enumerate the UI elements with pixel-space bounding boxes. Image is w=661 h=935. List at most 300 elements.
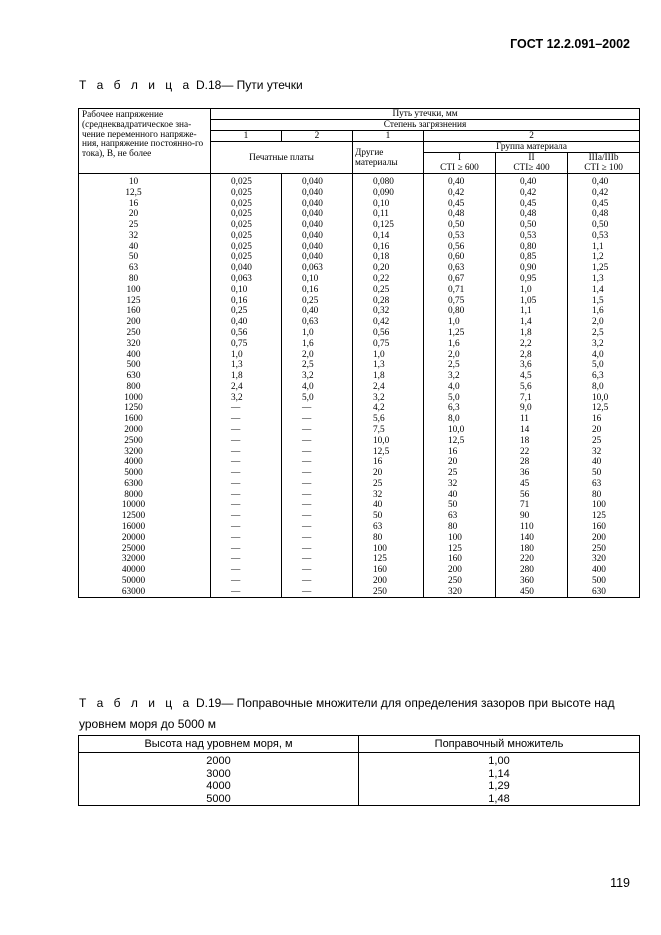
leakage-value-cell: 50	[424, 500, 496, 511]
leakage-value-cell: 180	[496, 544, 568, 555]
leakage-value-cell: 0,53	[496, 231, 568, 242]
table-row	[79, 371, 640, 382]
voltage-cell: 40	[79, 242, 211, 253]
voltage-cell: 32000	[79, 554, 211, 565]
leakage-value-cell: 1,3	[568, 274, 640, 285]
leakage-value-cell: —	[282, 576, 353, 587]
group-i-cti: CTI ≥ 600	[440, 163, 479, 173]
table-row	[79, 587, 640, 598]
leakage-value-cell: 0,040	[282, 188, 353, 199]
leakage-value-cell: 0,16	[211, 296, 282, 307]
table-row	[79, 220, 640, 231]
leakage-value-cell: 0,25	[282, 296, 353, 307]
leakage-value-cell: 32	[353, 490, 424, 501]
leakage-value-cell: —	[282, 490, 353, 501]
leakage-value-cell: 0,11	[353, 209, 424, 220]
leakage-value-cell: 80	[424, 522, 496, 533]
leakage-value-cell: 1,8	[353, 371, 424, 382]
voltage-cell: 320	[79, 339, 211, 350]
leakage-value-cell: 160	[353, 565, 424, 576]
leakage-value-cell: 22	[496, 447, 568, 458]
leakage-value-cell: 2,0	[568, 317, 640, 328]
leakage-value-cell: 5,0	[568, 360, 640, 371]
altitude-cell: 4000	[79, 780, 359, 793]
group-ii-cti: CTI≥ 400	[513, 163, 550, 173]
leakage-value-cell: 0,42	[353, 317, 424, 328]
leakage-value-cell: 140	[496, 533, 568, 544]
table-row	[79, 296, 640, 307]
leakage-value-cell: 1,8	[211, 371, 282, 382]
leakage-value-cell: 0,10	[211, 285, 282, 296]
leakage-value-cell: 0,45	[568, 199, 640, 210]
leakage-value-cell: 14	[496, 425, 568, 436]
leakage-value-cell: 2,4	[211, 382, 282, 393]
pollution-1-other: 1	[353, 131, 424, 142]
leakage-value-cell: 250	[568, 544, 640, 555]
leakage-value-cell: 0,42	[424, 188, 496, 199]
document-header: ГОСТ 12.2.091–2002	[510, 37, 630, 51]
leakage-value-cell: 16	[568, 414, 640, 425]
leakage-value-cell: —	[211, 479, 282, 490]
voltage-cell: 10000	[79, 500, 211, 511]
leakage-value-cell: —	[282, 436, 353, 447]
voltage-cell: 400	[79, 350, 211, 361]
correction-factor-header: Поправочный множитель	[359, 736, 640, 753]
voltage-cell: 50000	[79, 576, 211, 587]
leakage-value-cell: 18	[496, 436, 568, 447]
leakage-value-cell: 25	[353, 479, 424, 490]
other-materials-header: Другие материалы	[353, 142, 424, 174]
voltage-cell: 50	[79, 252, 211, 263]
table-row	[79, 414, 640, 425]
leakage-value-cell: 0,25	[353, 285, 424, 296]
leakage-value-cell: 1,1	[568, 242, 640, 253]
leakage-value-cell: 25	[424, 468, 496, 479]
voltage-cell: 32	[79, 231, 211, 242]
leakage-value-cell: —	[282, 468, 353, 479]
leakage-value-cell: 40	[568, 457, 640, 468]
leakage-value-cell: 0,040	[211, 263, 282, 274]
leakage-value-cell: 32	[424, 479, 496, 490]
leakage-value-cell: —	[282, 511, 353, 522]
leakage-value-cell: 0,22	[353, 274, 424, 285]
leakage-value-cell: 0,75	[424, 296, 496, 307]
leakage-value-cell: 0,50	[568, 220, 640, 231]
leakage-value-cell: 2,5	[568, 328, 640, 339]
leakage-value-cell: —	[282, 403, 353, 414]
leakage-value-cell: 12,5	[568, 403, 640, 414]
voltage-cell: 800	[79, 382, 211, 393]
table-row	[79, 209, 640, 220]
leakage-value-cell: 63	[568, 479, 640, 490]
leakage-value-cell: 0,63	[424, 263, 496, 274]
leakage-value-cell: 0,71	[424, 285, 496, 296]
leakage-value-cell: 100	[424, 533, 496, 544]
leakage-value-cell: 0,025	[211, 188, 282, 199]
material-group-header: Группа материала	[424, 142, 640, 153]
voltage-cell: 12,5	[79, 188, 211, 199]
table-row	[79, 479, 640, 490]
leakage-value-cell: 36	[496, 468, 568, 479]
leakage-value-cell: 160	[424, 554, 496, 565]
leakage-value-cell: 160	[568, 522, 640, 533]
pcb-header: Печатные платы	[211, 142, 353, 174]
leakage-value-cell: 280	[496, 565, 568, 576]
group-iii-cti: CTI ≥ 100	[584, 163, 623, 173]
leakage-value-cell: —	[282, 447, 353, 458]
leakage-value-cell: 0,40	[568, 174, 640, 188]
leakage-value-cell: 0,040	[282, 220, 353, 231]
leakage-value-cell: —	[282, 544, 353, 555]
leakage-value-cell: —	[211, 544, 282, 555]
table-d18	[78, 108, 640, 598]
voltage-cell: 1600	[79, 414, 211, 425]
voltage-cell: 2000	[79, 425, 211, 436]
table-row	[79, 306, 640, 317]
voltage-cell: 630	[79, 371, 211, 382]
leakage-value-cell: 125	[424, 544, 496, 555]
leakage-value-cell: 200	[568, 533, 640, 544]
leakage-value-cell: 0,60	[424, 252, 496, 263]
leakage-value-cell: 90	[496, 511, 568, 522]
voltage-cell: 500	[79, 360, 211, 371]
table-row	[79, 565, 640, 576]
leakage-value-cell: 0,14	[353, 231, 424, 242]
caption-text: — Пути утечки	[221, 78, 303, 92]
voltage-cell: 40000	[79, 565, 211, 576]
leakage-value-cell: 3,2	[211, 393, 282, 404]
table-d18-caption	[79, 78, 303, 92]
table-row	[79, 263, 640, 274]
leakage-value-cell: 0,025	[211, 174, 282, 188]
caption-label: Т а б л и ц а	[79, 696, 193, 710]
leakage-value-cell: 2,0	[424, 350, 496, 361]
leakage-value-cell: 1,6	[282, 339, 353, 350]
table-row	[79, 231, 640, 242]
voltage-cell: 1250	[79, 403, 211, 414]
voltage-cell: 63	[79, 263, 211, 274]
leakage-value-cell: 80	[568, 490, 640, 501]
leakage-value-cell: 7,5	[353, 425, 424, 436]
leakage-value-cell: 0,40	[424, 174, 496, 188]
caption-label: Т а б л и ц а	[79, 78, 193, 92]
leakage-value-cell: 0,53	[568, 231, 640, 242]
leakage-value-cell: 100	[353, 544, 424, 555]
leakage-value-cell: 630	[568, 587, 640, 598]
leakage-value-cell: 2,5	[282, 360, 353, 371]
group-i-label: I	[457, 153, 462, 163]
leakage-value-cell: 9,0	[496, 403, 568, 414]
leakage-value-cell: 360	[496, 576, 568, 587]
table-row	[79, 328, 640, 339]
leakage-value-cell: 1,6	[424, 339, 496, 350]
leakage-value-cell: 50	[568, 468, 640, 479]
leakage-value-cell: 0,63	[282, 317, 353, 328]
leakage-value-cell: 20	[353, 468, 424, 479]
leakage-value-cell: 200	[353, 576, 424, 587]
leakage-value-cell: 0,56	[211, 328, 282, 339]
leakage-value-cell: 0,10	[282, 274, 353, 285]
leakage-value-cell: —	[211, 490, 282, 501]
leakage-value-cell: 0,040	[282, 199, 353, 210]
table-row	[79, 425, 640, 436]
leakage-value-cell: 0,48	[424, 209, 496, 220]
leakage-value-cell: 450	[496, 587, 568, 598]
pollution-2-pcb: 2	[282, 131, 353, 142]
leakage-value-cell: 0,025	[211, 242, 282, 253]
leakage-value-cell: —	[282, 522, 353, 533]
leakage-value-cell: —	[211, 447, 282, 458]
group-iii-label: IIIa/IIIb	[588, 153, 619, 163]
leakage-value-cell: 1,0	[211, 350, 282, 361]
leakage-value-cell: 0,48	[568, 209, 640, 220]
caption-id: D.19	[195, 696, 222, 710]
leakage-value-cell: 0,16	[282, 285, 353, 296]
group-i-header	[424, 153, 496, 174]
leakage-value-cell: 40	[424, 490, 496, 501]
leakage-value-cell: 8,0	[424, 414, 496, 425]
leakage-value-cell: 0,040	[282, 252, 353, 263]
leakage-value-cell: 0,063	[282, 263, 353, 274]
leakage-value-cell: 0,40	[211, 317, 282, 328]
leakage-value-cell: 1,8	[496, 328, 568, 339]
table-row	[79, 457, 640, 468]
table-row	[79, 511, 640, 522]
voltage-cell: 250	[79, 328, 211, 339]
leakage-value-cell: 250	[353, 587, 424, 598]
voltage-cell: 12500	[79, 511, 211, 522]
pollution-2-other: 2	[424, 131, 640, 142]
voltage-cell: 63000	[79, 587, 211, 598]
voltage-cell: 10	[79, 174, 211, 188]
leakage-value-cell: 32	[568, 447, 640, 458]
leakage-path-header: Путь утечки, мм	[211, 109, 640, 120]
leakage-value-cell: 0,80	[496, 242, 568, 253]
leakage-value-cell: 4,0	[424, 382, 496, 393]
leakage-value-cell: 7,1	[496, 393, 568, 404]
leakage-value-cell: 1,25	[424, 328, 496, 339]
leakage-value-cell: 1,0	[353, 350, 424, 361]
leakage-value-cell: 2,4	[353, 382, 424, 393]
leakage-value-cell: 63	[353, 522, 424, 533]
table-row	[79, 522, 640, 533]
leakage-value-cell: 0,85	[496, 252, 568, 263]
correction-factor-cell: 1,48	[359, 793, 640, 806]
leakage-value-cell: 12,5	[353, 447, 424, 458]
voltage-cell: 125	[79, 296, 211, 307]
leakage-value-cell: 1,3	[211, 360, 282, 371]
leakage-value-cell: 0,67	[424, 274, 496, 285]
leakage-value-cell: 0,75	[211, 339, 282, 350]
leakage-value-cell: 0,95	[496, 274, 568, 285]
leakage-value-cell: 125	[353, 554, 424, 565]
page-number: 119	[610, 876, 630, 890]
leakage-value-cell: 1,0	[496, 285, 568, 296]
leakage-value-cell: 0,56	[424, 242, 496, 253]
leakage-value-cell: —	[282, 414, 353, 425]
group-ii-label: II	[528, 153, 535, 163]
voltage-cell: 8000	[79, 490, 211, 501]
leakage-value-cell: 0,025	[211, 199, 282, 210]
leakage-value-cell: 0,040	[282, 231, 353, 242]
leakage-value-cell: —	[211, 587, 282, 598]
leakage-value-cell: 0,025	[211, 252, 282, 263]
voltage-cell: 20000	[79, 533, 211, 544]
leakage-value-cell: 2,5	[424, 360, 496, 371]
leakage-value-cell: 0,90	[496, 263, 568, 274]
altitude-header: Высота над уровнем моря, м	[79, 736, 359, 753]
leakage-value-cell: 11	[496, 414, 568, 425]
leakage-value-cell: 1,5	[568, 296, 640, 307]
leakage-value-cell: 1,05	[496, 296, 568, 307]
table-row	[79, 242, 640, 253]
caption-text: — Поправочные множители для определения зазоров при высоте над уровнем моря до 5000 м	[79, 696, 615, 731]
leakage-value-cell: 56	[496, 490, 568, 501]
leakage-value-cell: 0,42	[496, 188, 568, 199]
leakage-value-cell: —	[282, 565, 353, 576]
table-row	[79, 768, 640, 781]
table-row	[79, 793, 640, 806]
leakage-value-cell: —	[282, 425, 353, 436]
altitude-cell: 5000	[79, 793, 359, 806]
table-row	[79, 403, 640, 414]
leakage-value-cell: 10,0	[424, 425, 496, 436]
leakage-value-cell: 3,2	[424, 371, 496, 382]
leakage-value-cell: 4,0	[568, 350, 640, 361]
leakage-value-cell: 220	[496, 554, 568, 565]
leakage-value-cell: 8,0	[568, 382, 640, 393]
caption-id: D.18	[195, 78, 222, 92]
table-row	[79, 436, 640, 447]
voltage-cell: 200	[79, 317, 211, 328]
table-row	[79, 554, 640, 565]
leakage-value-cell: 0,025	[211, 209, 282, 220]
leakage-value-cell: 20	[424, 457, 496, 468]
leakage-value-cell: 12,5	[424, 436, 496, 447]
leakage-value-cell: 6,3	[568, 371, 640, 382]
altitude-cell: 2000	[79, 753, 359, 768]
leakage-value-cell: 0,025	[211, 231, 282, 242]
leakage-value-cell: 4,5	[496, 371, 568, 382]
table-row	[79, 339, 640, 350]
leakage-value-cell: 5,6	[353, 414, 424, 425]
leakage-value-cell: 1,2	[568, 252, 640, 263]
leakage-value-cell: 0,50	[424, 220, 496, 231]
table-row	[79, 350, 640, 361]
correction-factor-cell: 1,29	[359, 780, 640, 793]
leakage-value-cell: 0,48	[496, 209, 568, 220]
leakage-value-cell: 0,16	[353, 242, 424, 253]
leakage-value-cell: —	[211, 576, 282, 587]
leakage-value-cell: 71	[496, 500, 568, 511]
voltage-cell: 5000	[79, 468, 211, 479]
leakage-value-cell: 16	[424, 447, 496, 458]
leakage-value-cell: 0,080	[353, 174, 424, 188]
leakage-value-cell: 0,18	[353, 252, 424, 263]
leakage-value-cell: 0,45	[496, 199, 568, 210]
leakage-value-cell: 10,0	[568, 393, 640, 404]
leakage-value-cell: 1,1	[496, 306, 568, 317]
leakage-value-cell: 0,040	[282, 209, 353, 220]
leakage-value-cell: 0,090	[353, 188, 424, 199]
voltage-cell: 100	[79, 285, 211, 296]
leakage-value-cell: 45	[496, 479, 568, 490]
table-row	[79, 780, 640, 793]
table-row	[79, 544, 640, 555]
leakage-value-cell: —	[211, 511, 282, 522]
table-row	[79, 382, 640, 393]
leakage-value-cell: 25	[568, 436, 640, 447]
leakage-value-cell: 80	[353, 533, 424, 544]
table-row	[79, 174, 640, 188]
leakage-value-cell: 0,56	[353, 328, 424, 339]
table-row	[79, 576, 640, 587]
pollution-1-pcb: 1	[211, 131, 282, 142]
leakage-value-cell: 40	[353, 500, 424, 511]
table-row	[79, 360, 640, 371]
leakage-value-cell: 320	[424, 587, 496, 598]
voltage-cell: 4000	[79, 457, 211, 468]
correction-factor-cell: 1,14	[359, 768, 640, 781]
table-row	[79, 317, 640, 328]
leakage-value-cell: 0,040	[282, 174, 353, 188]
group-ii-header	[496, 153, 568, 174]
voltage-cell: 16000	[79, 522, 211, 533]
leakage-value-cell: 110	[496, 522, 568, 533]
leakage-value-cell: 0,28	[353, 296, 424, 307]
table-d19-caption	[79, 693, 639, 735]
leakage-value-cell: 1,4	[496, 317, 568, 328]
leakage-value-cell: —	[211, 500, 282, 511]
leakage-value-cell: 2,2	[496, 339, 568, 350]
voltage-cell: 16	[79, 199, 211, 210]
leakage-value-cell: —	[282, 587, 353, 598]
leakage-value-cell: 0,063	[211, 274, 282, 285]
leakage-value-cell: 20	[568, 425, 640, 436]
leakage-value-cell: 3,2	[568, 339, 640, 350]
leakage-value-cell: 16	[353, 457, 424, 468]
table-d18-body	[79, 174, 640, 598]
leakage-value-cell: 4,0	[282, 382, 353, 393]
leakage-value-cell: 0,025	[211, 220, 282, 231]
voltage-cell: 3200	[79, 447, 211, 458]
leakage-value-cell: 250	[424, 576, 496, 587]
leakage-value-cell: 0,25	[211, 306, 282, 317]
table-d19-body	[79, 753, 640, 806]
voltage-cell: 2500	[79, 436, 211, 447]
table-row	[79, 447, 640, 458]
table-row	[79, 285, 640, 296]
voltage-cell: 80	[79, 274, 211, 285]
voltage-cell: 6300	[79, 479, 211, 490]
leakage-value-cell: —	[211, 436, 282, 447]
leakage-value-cell: 1,25	[568, 263, 640, 274]
voltage-cell: 160	[79, 306, 211, 317]
leakage-value-cell: 1,0	[424, 317, 496, 328]
voltage-cell: 25	[79, 220, 211, 231]
leakage-value-cell: —	[211, 565, 282, 576]
leakage-value-cell: 50	[353, 511, 424, 522]
table-row	[79, 753, 640, 768]
leakage-value-cell: 5,0	[424, 393, 496, 404]
leakage-value-cell: —	[211, 522, 282, 533]
voltage-cell: 25000	[79, 544, 211, 555]
leakage-value-cell: 1,6	[568, 306, 640, 317]
leakage-value-cell: —	[282, 500, 353, 511]
group-iii-header	[568, 153, 640, 174]
leakage-value-cell: —	[211, 414, 282, 425]
leakage-value-cell: 0,40	[282, 306, 353, 317]
